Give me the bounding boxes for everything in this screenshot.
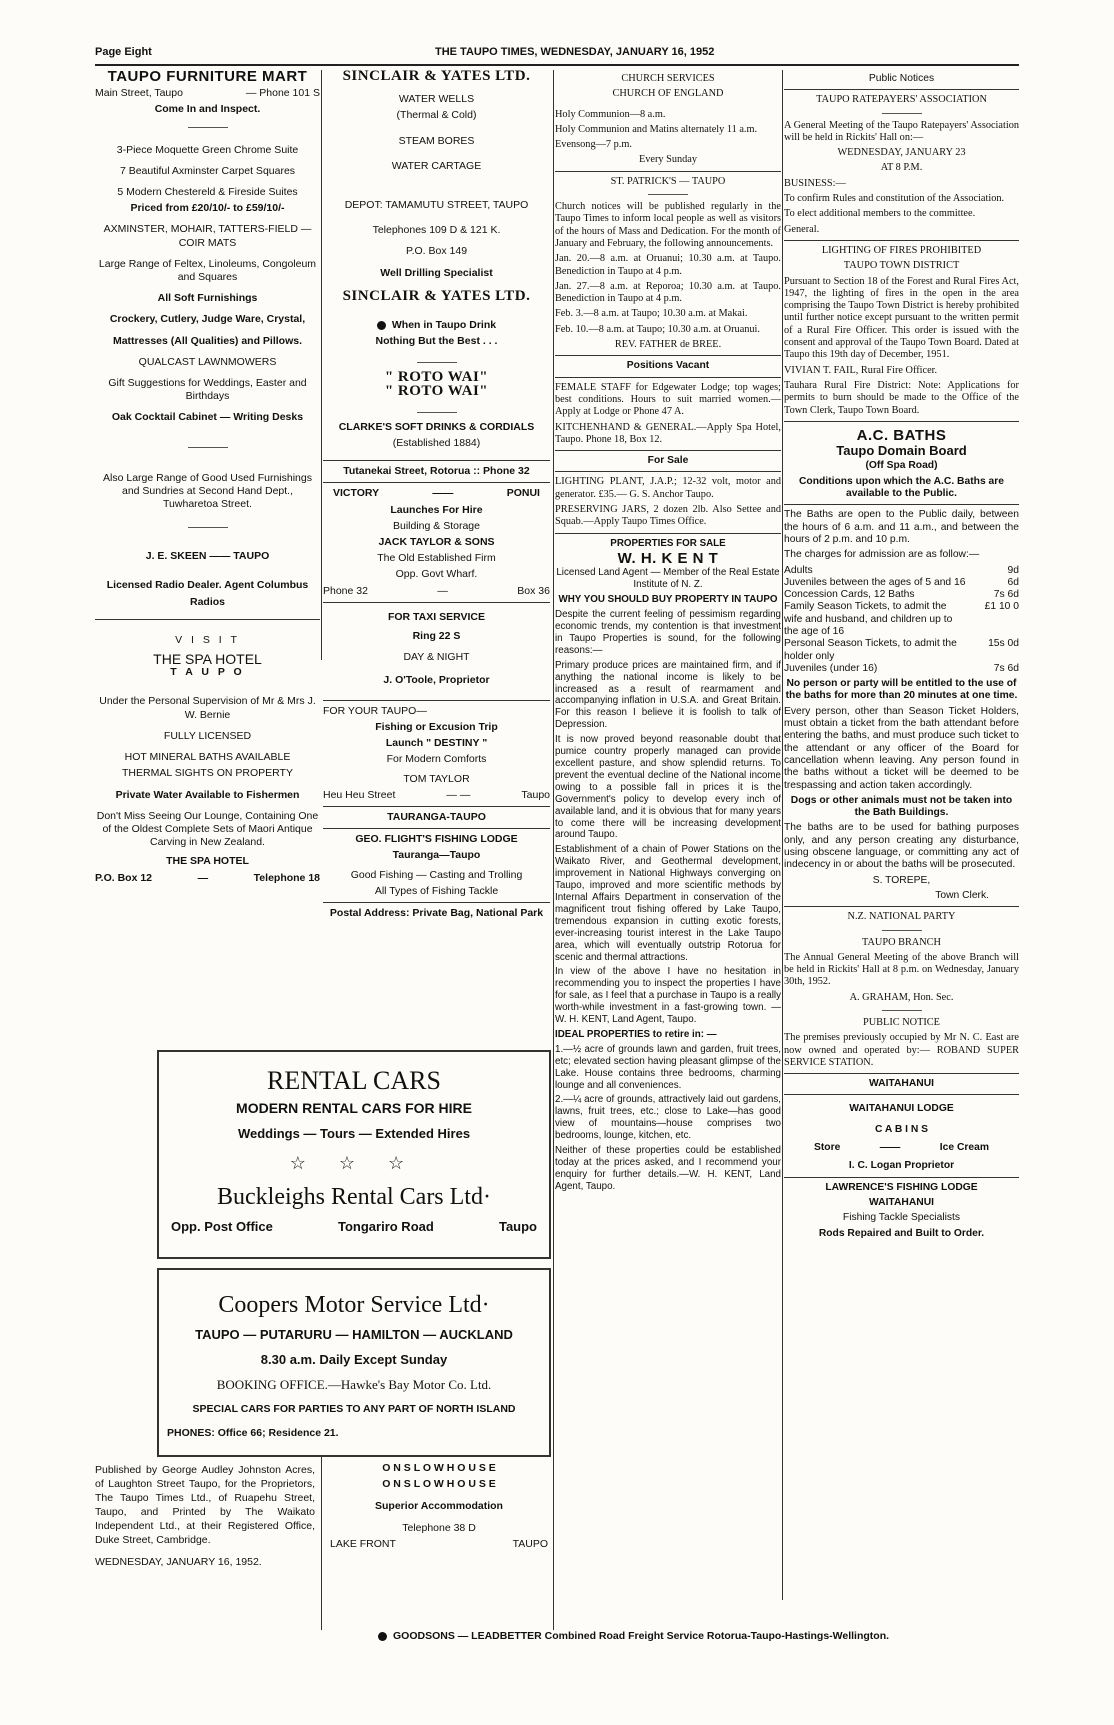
stp-date: Jan. 27.—8 a.m. at Reporoa; 10.30 a.m. at Taupo. Benediction in Taupo at 4 p.m. xyxy=(555,280,781,305)
sinclair-title: SINCLAIR & YATES LTD. xyxy=(342,287,531,304)
visit: V I S I T xyxy=(175,633,240,646)
service: (Thermal & Cold) xyxy=(396,109,477,122)
onslow: O N S L O W H O U S E xyxy=(382,1462,496,1474)
for-sale-heading: For Sale xyxy=(647,455,689,467)
town-clerk: Town Clerk. xyxy=(935,889,989,901)
rule xyxy=(188,527,228,528)
phone32: Phone 32 xyxy=(323,584,368,597)
spa-line: Under the Personal Supervision of Mr & Mrs J. W. Bernie xyxy=(99,695,316,721)
item: AXMINSTER, MOHAIR, TATTERS-FIELD — COIR MATS xyxy=(103,223,312,249)
address: Main Street, Taupo xyxy=(95,87,183,100)
fee-label: Adults xyxy=(784,564,813,576)
kitchenhand: KITCHENHAND & GENERAL.—Apply Spa Hotel, Taupo. Phone 18, Box 12. xyxy=(555,421,781,445)
spa-line: THE SPA HOTEL xyxy=(166,855,249,868)
coopers-title: Coopers Motor Service Ltd· xyxy=(218,1292,490,1318)
tauranga-sub: Tauranga—Taupo xyxy=(392,849,481,862)
open-hours: The Baths are open to the Public daily, between the hours of 6 a.m. and 11 a.m., and between the hours of 2 p.m. and 10 p.m. xyxy=(784,509,1019,545)
onslow: O N S L O W H O U S E xyxy=(382,1478,496,1490)
rental-title: RENTAL CARS xyxy=(267,1066,441,1095)
rule xyxy=(784,1073,1019,1074)
po-box: P.O. Box 149 xyxy=(405,245,468,258)
column-4: Public Notices TAUPO RATEPAYERS' ASSOCIATION A General Meeting of the Taupo Ratepayers' Association will be held in Rickits' Hall on:— WEDNESDAY, JANUARY 23 AT 8 P.M. BUSINESS:— To confirm Rules and constitution of the Association. To elect additional members to the committee. General. LIGHTING OF FIRES PROHIBITED TAUPO TOWN DISTRICT Pursuant to Section 18 of the Forest and Rural Fires Act, 1947, the lighting of fires in the open in the area comprising the Taupo Town District is hereby prohibited until further notice except pursuant to the written permit of a Rural Fire Officer. This order is issued with the consent and approval of the Taupo Town Board. Dated at Taupo this 19th day of December, 1951. VIVIAN T. FAIL, Rural Fire Officer. Tauhara Rural Fire District: Note: Applications for permits to burn should be made to the Office of the Town Clerk, Taupo Town Board. A.C. BATHS Taupo Domain Board (Off Spa Road) Conditions upon which the A.C. Baths are available to the Public. The Baths are open to the Public daily, between the hours of 6 a.m. and 11 a.m., and between the hours of 2 p.m. and 10 p.m. The charges for admission are as follow:— Adults 9d Juveniles between the ages of 5 and 16 6d Concession Cards, 12 Baths 7s 6d Family Season Tickets, to admit the wife and husband, and children up to the age of 16 £1 10 0 Personal Season Tickets, to admit the holder only 15s 0d Juveniles (under 16) 7s 6d No person or party will be entitled to the use of the baths for more than 20 minutes at one time. Every person, other than Season Ticket Holders, must obtain a ticket from the bath attendant before entering the baths, and must produce such ticket to the attendant or any officer of the Board for cancellation whenn leaving. Any person found in the baths without a ticket will be deemed to be trespassing and action taken accordingly. Dogs or other animals must not be taken into the Bath Buildings. The baths are to be used for bathing purposes only, and any person creating any disturbance, using obscene language, or committing any act of indecency in or about the baths will be prosecuted. S. TOREPE, Town Clerk. N.Z. NATIONAL PARTY TAUPO BRANCH The Annual General Meeting of the above Branch will be held in Rickits' Hall at 8 p.m. on Wednesday, January 30th, 1952. A. GRAHAM, Hon. Sec. PUBLIC NOTICE The premises previously occupied by Mr N. C. East are now owned and operated by:— ROBAND SUPER SERVICE STATION. WAITAHANUI WAITAHANUI LODGE C A B I N S Store —— Ice Cream I. C. Logan Proprietor LAWRENCE'S FISHING LODGE WAITAHANUI Fishing Tackle Specialists Rods Repaired and Built to Order. xyxy=(784,73,1019,1239)
nz-party: N.Z. NATIONAL PARTY xyxy=(847,911,956,923)
graham: A. GRAHAM, Hon. Sec. xyxy=(849,991,954,1003)
star-icon: ☆ ☆ ☆ xyxy=(289,1153,419,1173)
telephones: Telephones 109 D & 121 K. xyxy=(372,224,501,237)
tauranga-taupo: TAURANGA-TAUPO xyxy=(387,810,486,823)
launch-destiny: Launch " DESTINY " xyxy=(385,737,488,750)
rule xyxy=(784,89,1019,90)
rental-opp: Opp. Post Office xyxy=(171,1219,273,1234)
rule xyxy=(188,127,228,128)
clarke: CLARKE'S SOFT DRINKS & CORDIALS xyxy=(338,420,535,433)
coe-line: Every Sunday xyxy=(638,154,698,166)
every-person: Every person, other than Season Ticket Holders, must obtain a ticket from the bath attendant before entering the baths, and must produce such ticket to the attendant or any officer of the Board for cancellation whenn leaving. Any person found in the baths without a ticket will be deemed to be trespassing and action taken accordingly. xyxy=(784,705,1019,791)
masthead: THE TAUPO TIMES, WEDNESDAY, JANUARY 16, 1952 xyxy=(435,46,715,58)
column-divider xyxy=(321,1455,322,1630)
dogs: Dogs or other animals must not be taken into the Bath Buildings. xyxy=(790,794,1013,819)
fee-price: £1 10 0 xyxy=(984,601,1019,613)
footer-text: GOODSONS — LEADBETTER Combined Road Freight Service Rotorua-Taupo-Hastings-Wellington. xyxy=(393,1630,890,1642)
rental-cars-ad xyxy=(157,1050,551,1259)
ideal-1: 1.—½ acre of grounds lawn and garden, fruit trees, etc; elevated section having pleasant glimpse of the Lake. House contains three bedrooms, charming lounge and all conveniences. xyxy=(555,1043,781,1091)
header-rule xyxy=(95,64,1019,66)
superior: Superior Accommodation xyxy=(375,1500,503,1512)
fee-label: Personal Season Tickets, to admit the holder only xyxy=(784,638,957,662)
coe-line: Holy Communion and Matins alternately 11 a.m. xyxy=(555,123,758,135)
rule xyxy=(555,450,781,451)
fires-heading: LIGHTING OF FIRES PROHIBITED xyxy=(821,244,982,256)
kent-para: Despite the current feeling of pessimism regarding economic trends, my contention is that investment in Taupo Properties is sound, for the following reasons:— xyxy=(555,609,781,656)
skeen-dealer: Licensed Radio Dealer. Agent Columbus xyxy=(106,579,309,592)
item: Oak Cocktail Cabinet — Writing Desks xyxy=(111,411,304,424)
rule xyxy=(323,902,550,903)
service: STEAM BORES xyxy=(398,134,475,147)
skeen-place: TAUPO xyxy=(233,550,270,563)
rule xyxy=(784,906,1019,907)
stp-date: Feb. 10.—8 a.m. at Taupo; 10.30 a.m. at Oruanui. xyxy=(555,323,760,335)
business: BUSINESS:— xyxy=(784,177,846,189)
rule xyxy=(323,460,550,461)
skeen-radios: Radios xyxy=(189,595,225,608)
taxi: FOR TAXI SERVICE xyxy=(387,610,486,623)
day-night: DAY & NIGHT xyxy=(403,651,470,664)
phone: — Phone 101 S xyxy=(245,87,320,100)
oldest: The Old Established Firm xyxy=(377,552,496,565)
rule xyxy=(555,355,781,356)
waitahanui: WAITAHANUI xyxy=(868,1078,934,1090)
ratepayers-heading: TAUPO RATEPAYERS' ASSOCIATION xyxy=(816,94,987,106)
item: Large Range of Feltex, Linoleums, Congoleum and Squares xyxy=(98,257,317,284)
rental-road: Tongariro Road xyxy=(338,1219,434,1234)
bullet-icon xyxy=(378,1632,387,1641)
heu-taupo: Taupo xyxy=(521,788,550,801)
logan: I. C. Logan Proprietor xyxy=(848,1160,955,1172)
rule xyxy=(188,447,228,448)
fee-label: Family Season Tickets, to admit the wife and husband, and children up to the age of 16 xyxy=(784,601,953,637)
neither: Neither of these properties could be established today at the prices asked, and I recommend your enquiry for further details.—W. H. KENT, Land Agent, Taupo. xyxy=(555,1145,781,1192)
come-in: Come In and Inspect. xyxy=(154,103,261,116)
fee-price: 6d xyxy=(1007,576,1019,588)
jack-taylor: JACK TAYLOR & SONS xyxy=(378,536,495,549)
rental-town: Taupo xyxy=(498,1219,537,1234)
item: Mattresses (All Qualities) and Pillows. xyxy=(112,334,303,347)
father: REV. FATHER de BREE. xyxy=(614,339,722,351)
page-number: Page Eight xyxy=(95,46,152,58)
coopers-route: TAUPO — PUTARURU — HAMILTON — AUCKLAND xyxy=(195,1327,513,1342)
coopers-booking: BOOKING OFFICE.—Hawke's Bay Motor Co. Ltd. xyxy=(216,1377,492,1392)
imprint-date: WEDNESDAY, JANUARY 16, 1952. xyxy=(95,1556,262,1568)
fee-price: 15s 0d xyxy=(988,638,1019,650)
spa-title: THE SPA HOTEL xyxy=(153,651,262,668)
kent-para: Primary produce prices are maintained firm, and if anything the national income is likely to be increased as a result of rearmament and accompanying inflation in U.S.A. and Great Britain. For this reason I believe it is foolish to talk of Depression. xyxy=(555,659,781,731)
drink: Nothing But the Best . . . xyxy=(375,335,498,348)
coe-heading: CHURCH OF ENGLAND xyxy=(612,88,724,100)
rule xyxy=(555,171,781,172)
ring: Ring 22 S xyxy=(412,630,461,643)
rule xyxy=(648,194,688,195)
rule xyxy=(784,1177,1019,1178)
furniture-mart-ad: TAUPO FURNITURE MART Main Street, Taupo — Phone 101 S Come In and Inspect. 3-Piece Moquette Green Chrome Suite 7 Beautiful Axminster Carpet Squares 5 Modern Chestereld & Fireside Suites Priced from £20/10/- to £59/10/- AXMINSTER, MOHAIR, TATTERS-FIELD — COIR MATS Large Range of Feltex, Linoleums, Congoleum and Squares All Soft Furnishings Crockery, Cutlery, Judge Ware, Crystal, Mattresses (All Qualities) and Pillows. QUALCAST LAWNMOWERS Gift Suggestions for Weddings, Easter and Birthdays Oak Cocktail Cabinet — Writing Desks Also Large Range of Good Used Furnishings and Sundries at Second Hand Dept., Tuwharetoa Street. J. E. SKEEN —— TAUPO Licensed Radio Dealer. Agent Columbus Radios V I S I T THE SPA HOTEL T A U P O Under the Personal Supervision of Mr & Mrs J. W. Bernie FULLY LICENSED HOT MINERAL BATHS AVAILABLE THERMAL SIGHTS ON PROPERTY Private Water Available to Fishermen Don't Miss Seeing Our Lounge, Containing One of the Oldest Complete Sets of Maori Antique Carving in New Zealand. THE SPA HOTEL P.O. Box 12 — Telephone 18 xyxy=(95,68,320,884)
rule xyxy=(784,421,1019,422)
public-notice: PUBLIC NOTICE xyxy=(863,1017,940,1028)
spa-line: Private Water Available to Fishermen xyxy=(115,788,300,801)
column-divider xyxy=(553,70,554,1630)
rule xyxy=(555,533,781,534)
tackle-specialists: Fishing Tackle Specialists xyxy=(842,1212,961,1224)
building: Building & Storage xyxy=(393,519,480,532)
tackle: All Types of Fishing Tackle xyxy=(374,884,499,897)
rule xyxy=(784,240,1019,241)
positions-heading: Positions Vacant xyxy=(626,360,710,372)
item: Also Large Range of Good Used Furnishings and Sundries at Second Hand Dept., Tuwharetoa Street. xyxy=(103,471,312,511)
item: All Soft Furnishings xyxy=(157,292,258,305)
tauhara: Tauhara Rural Fire District: Note: Applications for permits to burn should be made to the Office of the Town Clerk, Taupo Town Board. xyxy=(784,379,1019,416)
rule xyxy=(417,362,457,363)
ideal-2: 2.—¼ acre of grounds, attractively laid out gardens, lawns, fruit trees, etc.; close to Lake—has good view of mountains—house comprises two bedrooms, lounge, kitchen, etc. xyxy=(555,1094,781,1142)
stp-date: Jan. 20.—8 a.m. at Oruanui; 10.30 a.m. at Taupo. Benediction in Taupo at 4 p.m. xyxy=(555,253,781,277)
item: 7 Beautiful Axminster Carpet Squares xyxy=(119,164,296,177)
vivian: VIVIAN T. FAIL, Rural Fire Officer. xyxy=(784,364,938,376)
service: WATER WELLS xyxy=(398,93,475,106)
ponui: PONUI xyxy=(506,487,540,500)
launches: Launches For Hire xyxy=(390,503,483,516)
service: WATER CARTAGE xyxy=(391,159,482,172)
onslow-ad xyxy=(330,1460,548,1552)
roto-wai: " ROTO WAI" xyxy=(384,382,489,399)
coopers-special: SPECIAL CARS FOR PARTIES TO ANY PART OF NORTH ISLAND xyxy=(192,1403,516,1415)
ac-baths-heading: A.C. BATHS xyxy=(856,426,947,444)
fires-text: Pursuant to Section 18 of the Forest and Rural Fires Act, 1947, the lighting of fires in the open in the area comprising the Taupo Town District is hereby prohibited until further notice except pursuant to the written permit of a Rural Fire Officer. This order is issued with the consent and approval of the Taupo Town Board. Dated at Taupo this 19th day of December, 1951. xyxy=(784,275,1019,361)
fee-label: Concession Cards, 12 Baths xyxy=(784,589,915,601)
biz-item: General. xyxy=(784,223,820,235)
tom-taylor: TOM TAYLOR xyxy=(403,772,470,785)
rule xyxy=(323,806,550,807)
fee-label: Juveniles (under 16) xyxy=(784,662,878,674)
coopers-phones: PHONES: Office 66; Residence 21. xyxy=(167,1427,339,1439)
lawrence: LAWRENCE'S FISHING LODGE xyxy=(825,1181,978,1193)
fee-price: 9d xyxy=(1007,564,1019,576)
used-for: The baths are to be used for bathing purposes only, and any person creating any disturbance, using obscene language, or committing any act of indecency in or about the baths will be prosecuted. xyxy=(784,822,1019,871)
item: Crockery, Cutlery, Judge Ware, Crystal, xyxy=(109,313,306,326)
for-your: FOR YOUR TAUPO— xyxy=(323,704,427,717)
rule xyxy=(323,828,550,829)
store: Store xyxy=(814,1142,841,1154)
taupo-branch: TAUPO BRANCH xyxy=(862,936,941,948)
well-drilling: Well Drilling Specialist xyxy=(380,266,493,279)
kent-heading: W. H. K E N T xyxy=(617,549,719,567)
torepe: S. TOREPE, xyxy=(872,874,931,886)
rule xyxy=(882,1010,922,1011)
spa-town: T A U P O xyxy=(170,666,245,679)
rule xyxy=(882,113,922,114)
box36: Box 36 xyxy=(517,584,550,597)
rental-sub: MODERN RENTAL CARS FOR HIRE xyxy=(236,1100,472,1116)
otoole: J. O'Toole, Proprietor xyxy=(383,674,490,687)
spa-line: HOT MINERAL BATHS AVAILABLE xyxy=(124,751,291,764)
rods: Rods Repaired and Built to Order. xyxy=(818,1227,985,1239)
fee-price: 7s 6d xyxy=(993,662,1019,674)
item: Gift Suggestions for Weddings, Easter and Birthdays xyxy=(108,377,307,403)
meeting-time: AT 8 P.M. xyxy=(880,162,923,174)
waitahanui-lodge: WAITAHANUI LODGE xyxy=(849,1103,954,1115)
imprint xyxy=(95,1460,315,1572)
coopers-daily: 8.30 a.m. Daily Except Sunday xyxy=(260,1352,448,1367)
kent-sub: Licensed Land Agent — Member of the Real Estate Institute of N. Z. xyxy=(556,567,780,591)
coe-line: Evensong—7 p.m. xyxy=(555,139,632,151)
kent-para: It is now proved beyond reasonable doubt that pumice country properly managed can provide excellent pasture, and show splendid returns. To prevent the eventual decline of the National income owing to a possible fall in prices it is the Government's policy to develop every inch of available land, and it is obvious that for many years to come there will be increasing development around Taupo. xyxy=(555,734,781,841)
meeting-text: A General Meeting of the Taupo Ratepayers' Association will be held in Rickits' Hall on:— xyxy=(784,119,1019,143)
victory: VICTORY xyxy=(333,487,380,500)
preserving-jars: PRESERVING JARS, 2 dozen 2lb. Also Settee and Squab.—Apply Taupo Times Office. xyxy=(555,504,781,528)
page-header xyxy=(95,46,1019,62)
spa-line: Don't Miss Seeing Our Lounge, Containing One of the Oldest Complete Sets of Maori Antique Carving in New Zealand. xyxy=(96,809,319,849)
ad-title: TAUPO FURNITURE MART xyxy=(107,68,308,85)
roto-wai: " ROTO WAI" xyxy=(384,369,489,386)
rental-name: Buckleighs Rental Cars Ltd· xyxy=(217,1184,491,1210)
skeen-name: J. E. SKEEN xyxy=(145,550,207,563)
heu-street: Heu Heu Street xyxy=(323,788,396,801)
clarke-est: (Established 1884) xyxy=(392,437,481,450)
biz-item: To elect additional members to the committee. xyxy=(784,208,976,220)
item: QUALCAST LAWNMOWERS xyxy=(138,355,277,368)
stp-heading: ST. PATRICK'S — TAUPO xyxy=(610,175,726,187)
geo-flight: GEO. FLIGHT'S FISHING LODGE xyxy=(355,833,518,846)
fees-list xyxy=(784,565,1019,676)
footer-ad xyxy=(378,1630,1018,1642)
rental-line: Weddings — Tours — Extended Hires xyxy=(237,1126,471,1141)
rule xyxy=(882,930,922,931)
spa-line: THERMAL SIGHTS ON PROPERTY xyxy=(122,767,293,780)
female-staff: FEMALE STAFF for Edgewater Lodge; top wages; best conditions. Hours to suit married women.—Apply at Lodge or Phone 47 A. xyxy=(555,381,781,418)
rule xyxy=(555,471,781,472)
fee-price: 7s 6d xyxy=(993,589,1019,601)
comforts: For Modern Comforts xyxy=(386,753,487,766)
tutanekai: Tutanekai Street, Rotorua :: Phone 32 xyxy=(343,465,530,478)
ice-cream: Ice Cream xyxy=(939,1142,989,1154)
coopers-ad xyxy=(157,1268,551,1457)
postal: Postal Address: Private Bag, National Park xyxy=(329,906,544,919)
depot: DEPOT: TAMAMUTU STREET, TAUPO xyxy=(344,199,529,212)
column-divider xyxy=(782,70,783,1600)
why-heading: WHY YOU SHOULD BUY PROPERTY IN TAUPO xyxy=(558,594,778,606)
opp-wharf: Opp. Govt Wharf. xyxy=(395,568,478,581)
domain-board: Taupo Domain Board xyxy=(836,443,967,459)
coe-line: Holy Communion—8 a.m. xyxy=(555,108,666,120)
rule xyxy=(784,504,1019,505)
lake-taupo: TAUPO xyxy=(512,1538,548,1550)
good-fishing: Good Fishing — Casting and Trolling xyxy=(350,868,523,881)
drink: When in Taupo Drink xyxy=(391,319,497,332)
rule xyxy=(323,602,550,603)
column-3 xyxy=(555,70,781,1196)
public-notices-heading: Public Notices xyxy=(868,73,935,84)
rule xyxy=(417,412,457,413)
annual-meeting: The Annual General Meeting of the above Branch will be held in Rickits' Hall at 8 p.m. on Wednesday, January 30th, 1952. xyxy=(784,951,1019,988)
column-2: SINCLAIR & YATES LTD. WATER WELLS (Thermal & Cold) STEAM BORES WATER CARTAGE DEPOT: TAMAMUTU STREET, TAUPO Telephones 109 D & 121 K. P.O. Box 149 Well Drilling Specialist SINCLAIR & YATES LTD. When in Taupo Drink Nothing But the Best . . . " ROTO WAI" " ROTO WAI" CLARKE'S SOFT DRINKS & CORDIALS (Established 1884) Tutanekai Street, Rotorua :: Phone 32 VICTORY —— PONUI Launches For Hire Building & Storage JACK TAYLOR & SONS The Old Established Firm Opp. Govt Wharf. Phone 32 — Box 36 FOR TAXI SERVICE Ring 22 S DAY & NIGHT J. O'Toole, Proprietor FOR YOUR TAUPO— Fishing or Excusion Trip Launch " DESTINY " For Modern Comforts TOM TAYLOR Heu Heu Street — — Taupo TAURANGA-TAUPO GEO. FLIGHT'S FISHING LODGE Tauranga—Taupo Good Fishing — Casting and Trolling All Types of Fishing Tackle Postal Address: Private Bag, National Park xyxy=(323,68,550,919)
item: 5 Modern Chestereld & Fireside Suites xyxy=(117,186,298,199)
fee-label: Juveniles between the ages of 5 and 16 xyxy=(784,576,966,588)
rule xyxy=(95,619,320,620)
meeting-date: WEDNESDAY, JANUARY 23 xyxy=(837,147,966,159)
kent-para: Establishment of a chain of Power Stations on the Waikato River, and Geothermal development, improvement in National Highways converging on Taupo, improved and more scientific methods by Internal Affairs Department in conservation of the magnificent trout fishing offered by Lake Taupo, tremendous expansion in cutting exotic forests, ever-increasing tourist interest in the Lake Taupo area, which will eventually outstrip Rotorua for scenic and thermal attractions. xyxy=(555,844,781,963)
rule xyxy=(323,482,550,483)
off-spa: (Off Spa Road) xyxy=(865,460,938,472)
stp-text: Church notices will be published regularly in the Taupo Times to inform local people as well as visitors of the hours of Mass and Dedication. For the month of January and February, the following announcements. xyxy=(555,201,781,249)
ideal-heading: IDEAL PROPERTIES to retire in: — xyxy=(555,1028,717,1040)
rule xyxy=(555,377,781,378)
premises: The premises previously occupied by Mr N. C. East are now owned and operated by:— ROBAND SUPER SERVICE STATION. xyxy=(784,1032,1019,1068)
biz-item: To confirm Rules and constitution of the Association. xyxy=(784,193,1005,205)
lighting-plant: LIGHTING PLANT, J.A.P.; 12-32 volt, motor and generator. £35.— G. S. Anchor Taupo. xyxy=(555,476,781,500)
sinclair-title: SINCLAIR & YATES LTD. xyxy=(342,68,531,84)
item: 3-Piece Moquette Green Chrome Suite xyxy=(116,143,299,156)
lawrence-2: WAITAHANUI xyxy=(868,1196,934,1208)
bullet-icon xyxy=(377,321,386,330)
rule xyxy=(323,700,550,701)
item: Priced from £20/10/- to £59/10/- xyxy=(130,202,285,215)
cabins: C A B I N S xyxy=(874,1123,928,1135)
fishing-trip: Fishing or Excusion Trip xyxy=(375,720,498,733)
conditions: Conditions upon which the A.C. Baths are available to the Public. xyxy=(799,475,1004,500)
stp-date: Feb. 3.—8 a.m. at Taupo; 10.30 a.m. at Makai. xyxy=(555,308,748,320)
charges: The charges for admission are as follow:— xyxy=(784,549,980,561)
kent-para: In view of the above I have no hesitation in recommending you to inspect the properties I have for sale, as I feel that a purchase in Taupo is a really worth-while investment in a fast-growing town. — W. H. KENT, Land Agent, Taupo. xyxy=(555,966,781,1026)
imprint-text: Published by George Audley Johnston Acres, of Laughton Street Taupo, for the Proprietors, The Taupo Times Ltd., of Ruapehu Street, Taupo, and Printed by The Waikato Independent Ltd., at their Registered Office, Duke Street, Cambridge. xyxy=(95,1464,315,1546)
column-divider xyxy=(321,70,322,660)
rule xyxy=(784,1094,1019,1095)
no-person: No person or party will be entitled to the use of the baths for more than 20 minutes at one time. xyxy=(785,678,1018,702)
spa-tel: Telephone 18 xyxy=(253,871,320,884)
spa-line: FULLY LICENSED xyxy=(163,729,252,742)
lake-front: LAKE FRONT xyxy=(330,1538,396,1550)
properties-heading: PROPERTIES FOR SALE xyxy=(610,537,726,549)
church-heading: CHURCH SERVICES xyxy=(621,73,715,84)
fires-district: TAUPO TOWN DISTRICT xyxy=(843,260,960,272)
spa-box: P.O. Box 12 xyxy=(95,871,153,884)
telephone-38: Telephone 38 D xyxy=(402,1522,476,1534)
